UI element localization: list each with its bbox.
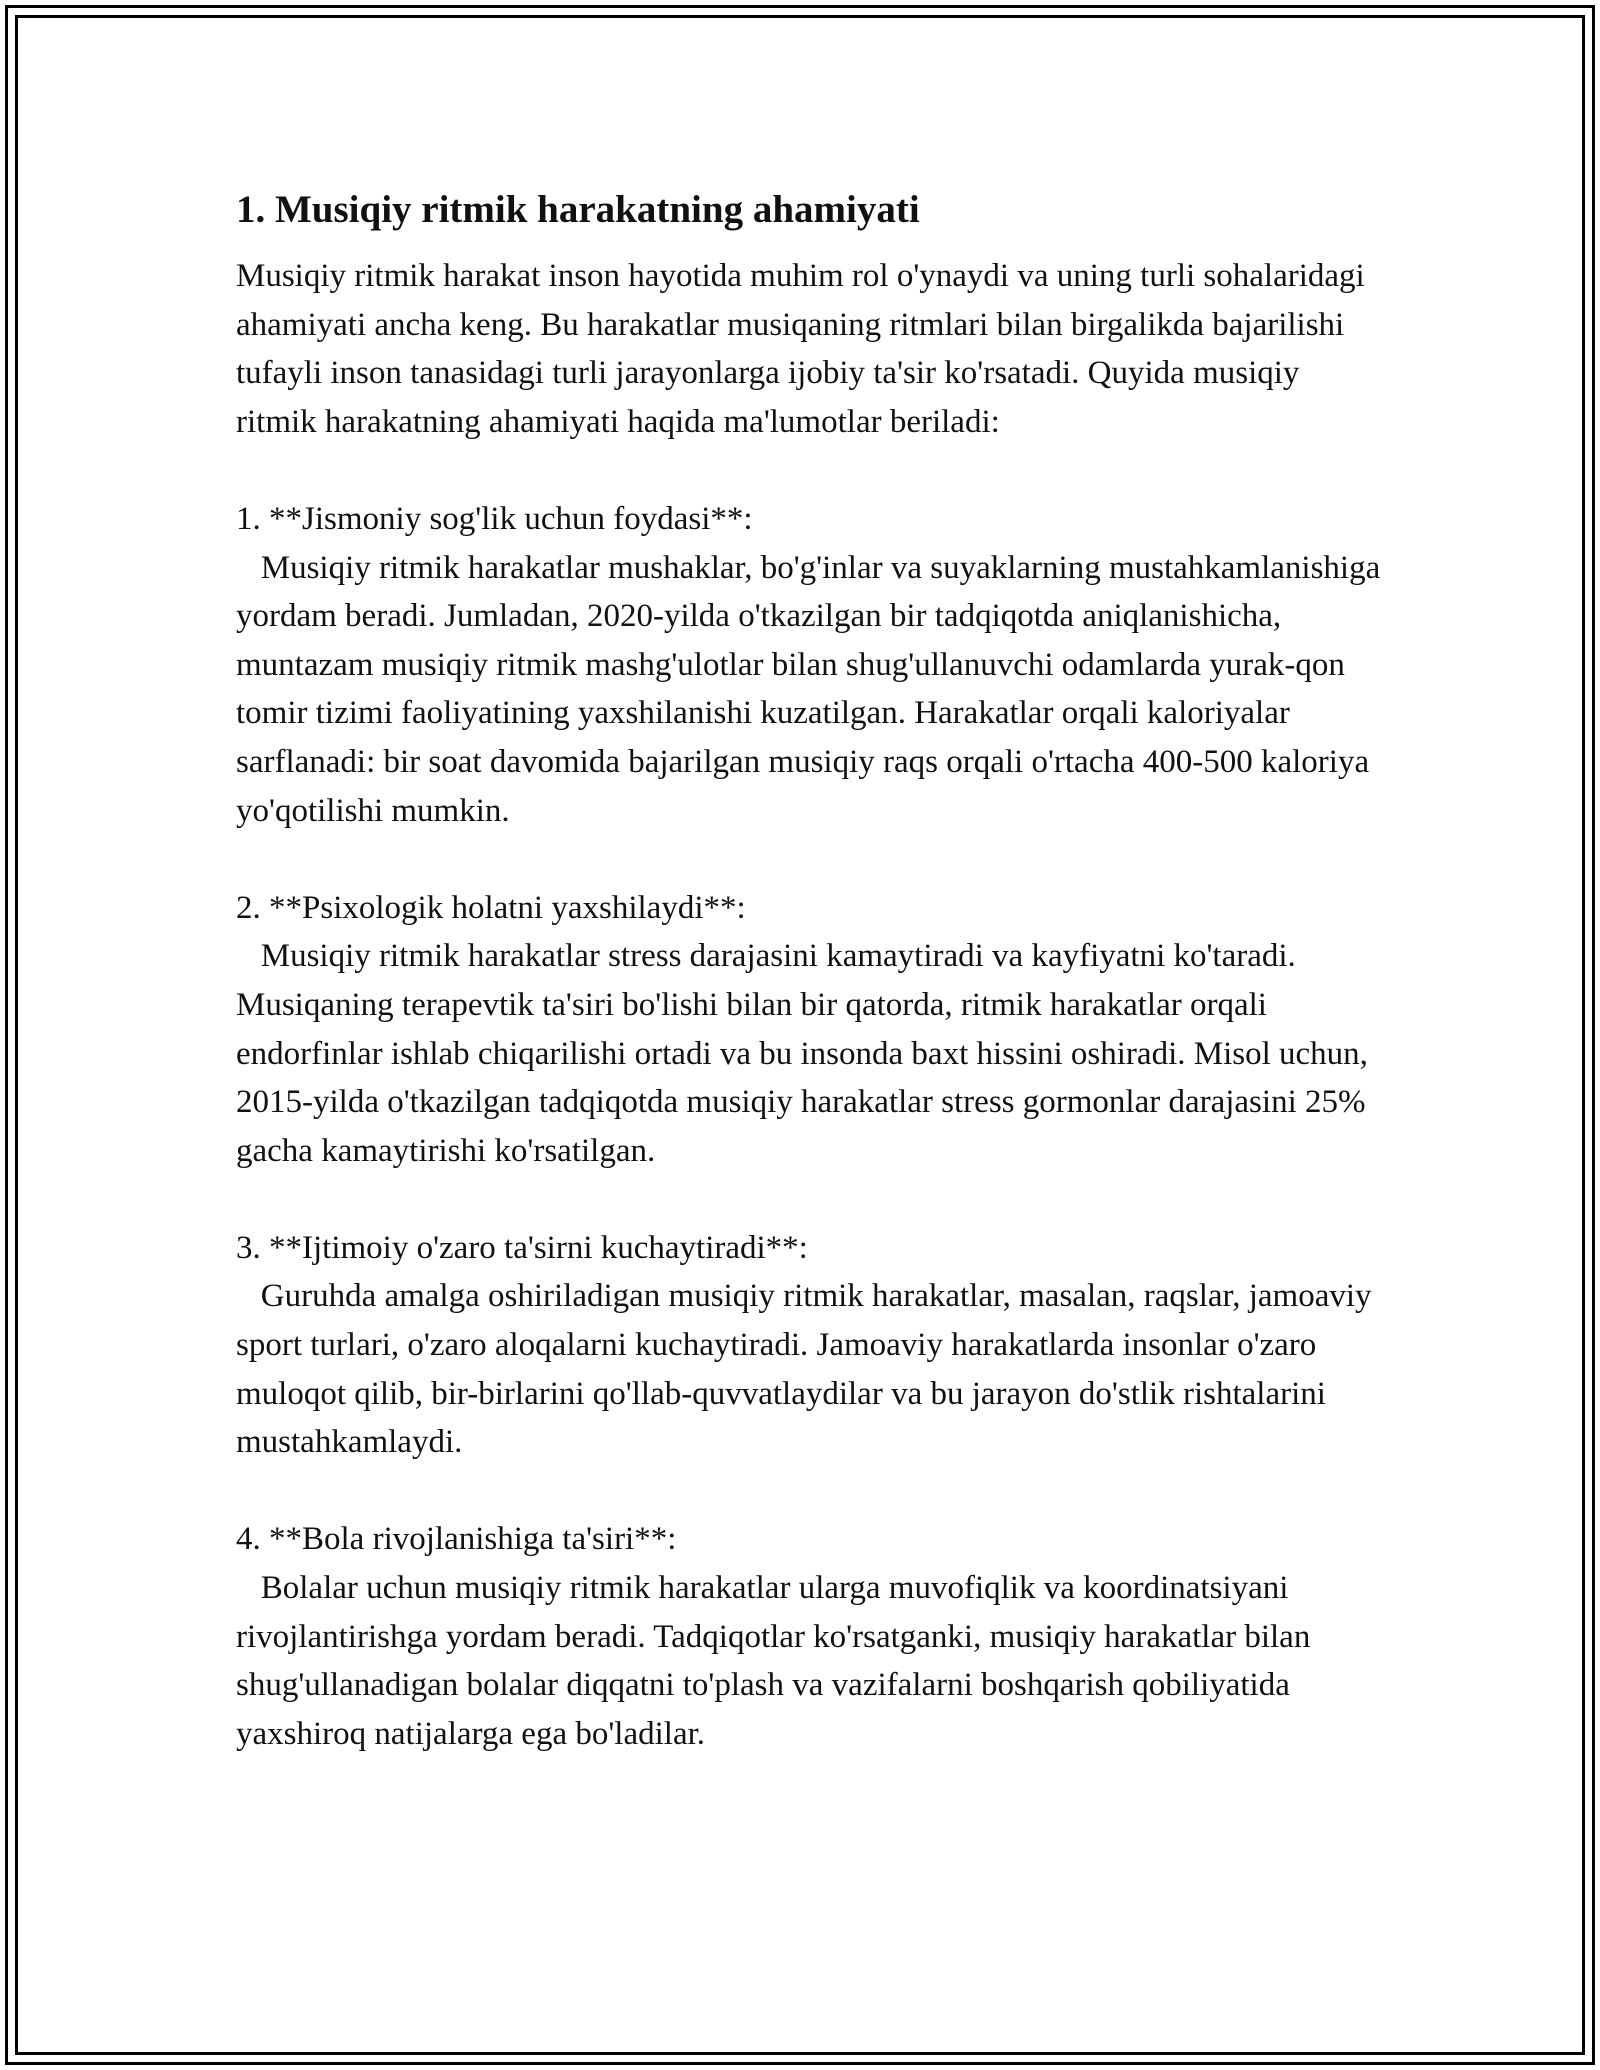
section-text-1: Musiqiy ritmik harakatlar mushaklar, bo'g'inlar va suyaklarning mustahkamlanishiga yordam beradi. Jumladan, 2020-yilda o'tkazilgan bir tadqiqotda aniqlanishicha, muntazam musiqiy ritmik mashg'ulotlar bilan shug'ullanuvchi odamlarda yurak-qon tomir tizimi faoliyatining yaxshilanishi kuzatilgan. Harakatlar orqali kaloriyalar sarflanadi: bir soat davomida bajarilgan musiqiy raqs orqali o'rtacha 400-500 kaloriya yo'qotilishi mumkin. <box>236 549 1389 829</box>
section-text-2: Musiqiy ritmik harakatlar stress darajasini kamaytiradi va kayfiyatni ko'taradi. Musiqaning terapevtik ta'siri bo'lishi bilan bir qatorda, ritmik harakatlar orqali endorfinlar ishlab chiqarilishi ortadi va bu insonda baxt hissini oshiradi. Misol uchun, 2015-yilda o'tkazilgan tadqiqotda musiqiy harakatlar stress gormonlar darajasini 25% gacha kamaytirishi ko'rsatilgan. <box>236 938 1377 1169</box>
section-text-3: Guruhda amalga oshiriladigan musiqiy ritmik harakatlar, masalan, raqslar, jamoaviy sport turlari, o'zaro aloqalarni kuchaytiradi. Jamoaviy harakatlarda insonlar o'zaro muloqot qilib, bir-birlarini qo'llab-quvvatlaydilar va bu jarayon do'stlik rishtalarini mustahkamlaydi. <box>236 1278 1380 1461</box>
intro-paragraph: Musiqiy ritmik harakat inson hayotida muhim rol o'ynaydi va uning turli sohalaridagi ahamiyati ancha keng. Bu harakatlar musiqaning ritmlari bilan birgalikda bajarilishi tufayli inson tanasidagi turli jarayonlarga ijobiy ta'sir ko'rsatadi. Quyida musiqiy ritmik harakatning ahamiyati haqida ma'lumotlar beriladi: <box>236 258 1373 440</box>
blank-line <box>236 1175 1386 1224</box>
blank-line <box>236 835 1386 884</box>
section-heading-1: 1. **Jismoniy sog'lik uchun foydasi**: <box>236 500 753 537</box>
page-title: 1. Musiqiy ritmik harakatning ahamiyati <box>236 188 920 231</box>
section-heading-4: 4. **Bola rivojlanishiga ta'siri**: <box>236 1521 677 1558</box>
section-text-4: Bolalar uchun musiqiy ritmik harakatlar ularga muvofiqlik va koordinatsiyani rivojlantirishga yordam beradi. Tadqiqotlar ko'rsatganki, musiqiy harakatlar bilan shug'ullanadigan bolalar diqqatni to'plash va vazifalarni boshqarish qobiliyatida yaxshiroq natijalarga ega bo'ladilar. <box>236 1570 1319 1752</box>
document-body <box>236 186 1389 1758</box>
section-heading-2: 2. **Psixologik holatni yaxshilaydi**: <box>236 889 746 926</box>
section-heading-3: 3. **Ijtimoiy o'zaro ta'sirni kuchaytiradi**: <box>236 1229 808 1266</box>
blank-line <box>236 1467 1386 1516</box>
blank-line <box>236 446 1386 495</box>
